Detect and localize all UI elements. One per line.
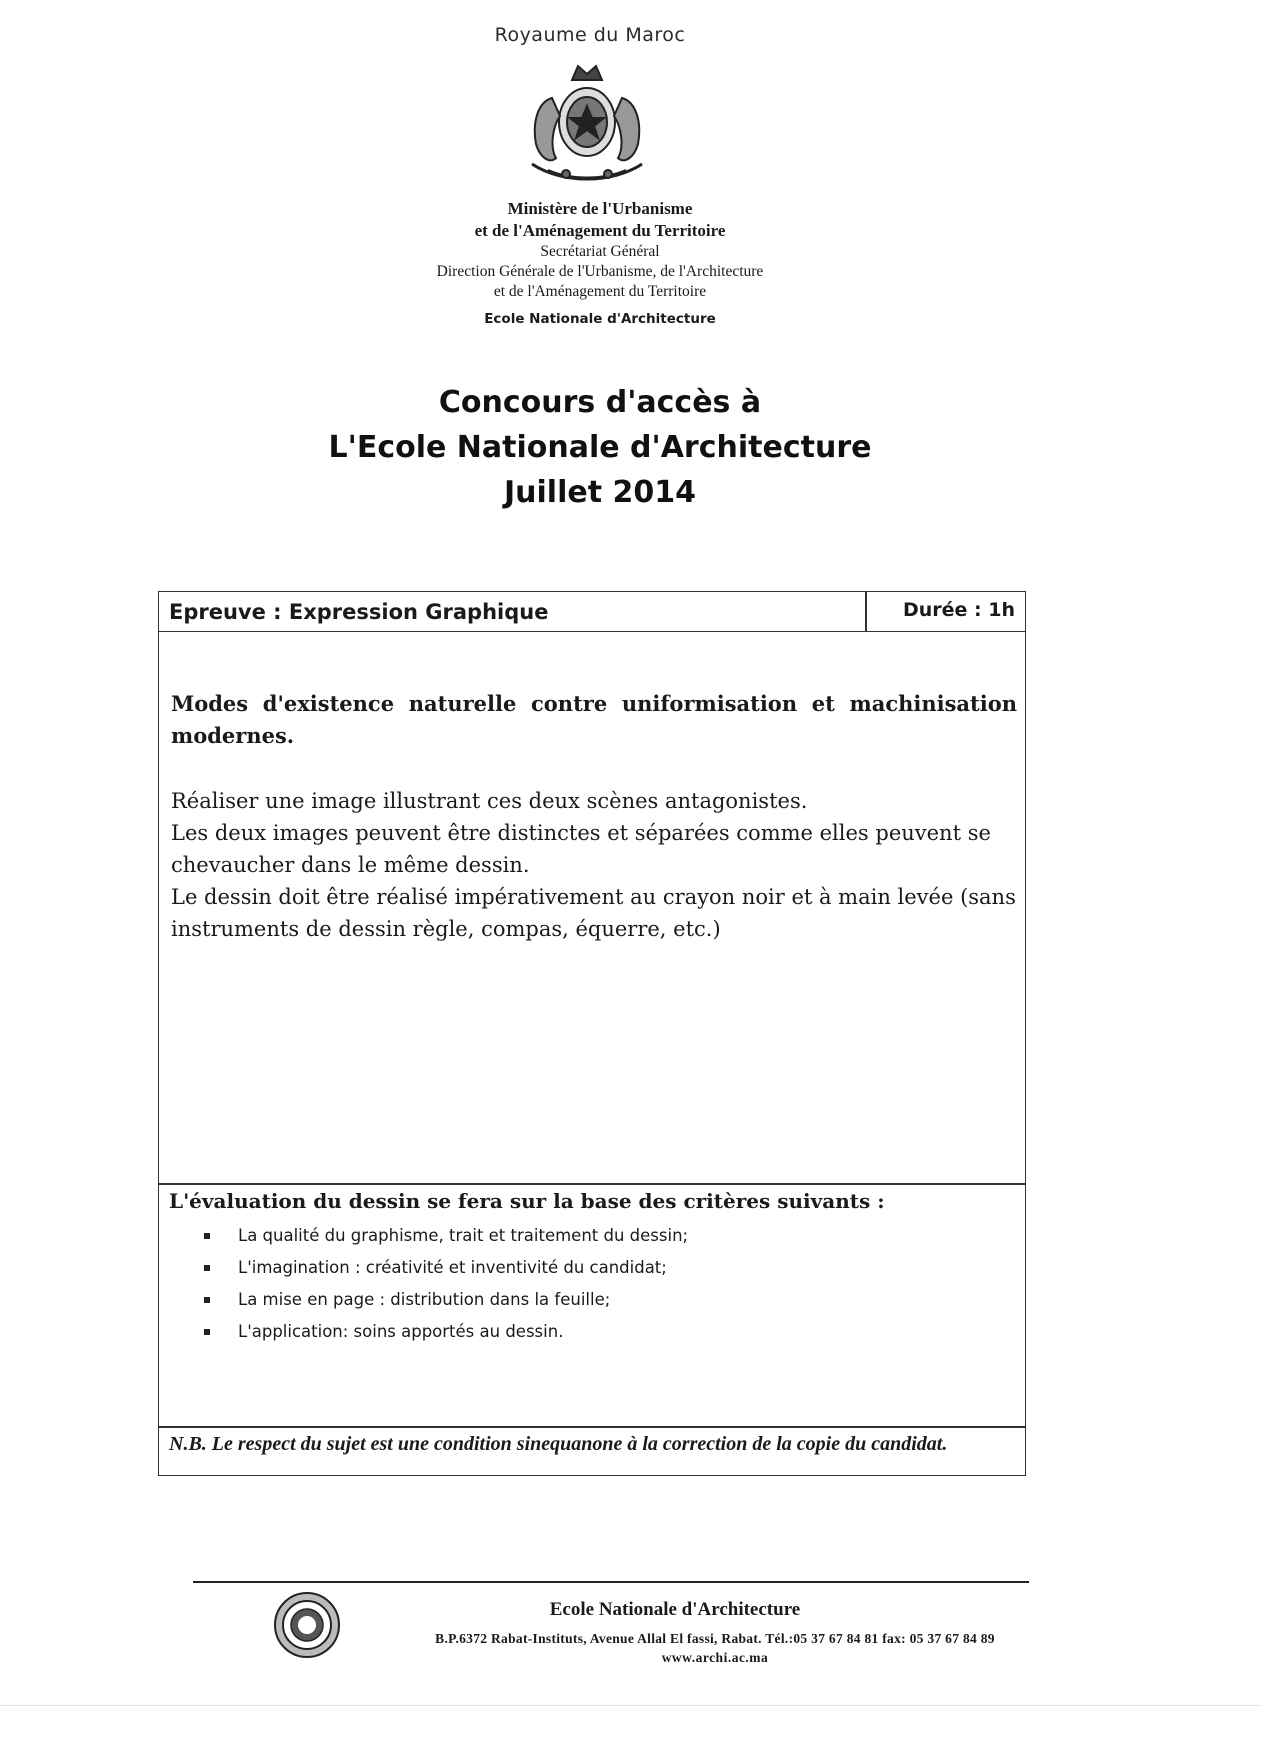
criteria-item [204, 1316, 688, 1348]
footer-address: B.P.6372 Rabat-Instituts, Avenue Allal El fassi, Rabat. Tél.:05 37 67 84 81 fax: 05 37 67 84 89 [435, 1631, 995, 1646]
exam-header-row [159, 592, 1025, 632]
instruction-line: Le dessin doit être réalisé impérativement au crayon noir et à main levée (sans instruments de dessin règle, compas, équerre, etc.) [171, 885, 1016, 941]
header-divider [865, 592, 867, 632]
duree-label: Durée : 1h [902, 599, 1015, 621]
secretariat-label: Secrétariat Général [540, 243, 660, 260]
criteria-item-text: L'imagination : créativité et inventivité du candidat; [238, 1258, 667, 1277]
direction-line1: Direction Générale de l'Urbanisme, de l'Architecture [436, 263, 764, 280]
criteria-item [204, 1252, 688, 1284]
criteria-list [204, 1220, 688, 1348]
criteria-item [204, 1284, 688, 1316]
bullet-icon [204, 1297, 210, 1303]
nb-note: N.B. Le respect du sujet est une condition sinequanone à la correction de la copie du candidat. [169, 1433, 948, 1455]
criteria-item-text: La qualité du graphisme, trait et traitement du dessin; [238, 1226, 689, 1245]
bullet-icon [204, 1265, 210, 1271]
footer-website: www.archi.ac.ma [661, 1650, 769, 1665]
ministry-line2: et de l'Aménagement du Territoire [474, 221, 726, 240]
epreuve-label: Epreuve : Expression Graphique [169, 600, 549, 624]
ministry-block [0, 198, 1200, 330]
exam-title [0, 380, 1200, 515]
kingdom-label: Royaume du Maroc [494, 24, 686, 46]
note-separator [159, 1426, 1025, 1428]
scan-edge-line [0, 1705, 1261, 1706]
instruction-line: Réaliser une image illustrant ces deux scènes antagonistes. [171, 789, 808, 813]
bullet-icon [204, 1329, 210, 1335]
title-line3: Juillet 2014 [504, 475, 696, 510]
school-label: Ecole Nationale d'Architecture [484, 311, 716, 327]
exam-instructions [171, 785, 1017, 945]
bullet-icon [204, 1233, 210, 1239]
criteria-separator [159, 1183, 1025, 1185]
direction-line2: et de l'Aménagement du Territoire [493, 283, 707, 300]
criteria-title: L'évaluation du dessin se fera sur la base des critères suivants : [169, 1189, 885, 1213]
footer-rule [193, 1581, 1029, 1583]
criteria-item [204, 1220, 688, 1252]
royal-emblem-icon [512, 58, 662, 190]
instruction-line: Les deux images peuvent être distinctes et séparées comme elles peuvent se chevaucher dans le même dessin. [171, 821, 991, 877]
footer-school-name: Ecole Nationale d'Architecture [549, 1599, 801, 1620]
exam-subject: Modes d'existence naturelle contre uniformisation et machinisation modernes. [171, 691, 1017, 748]
exam-box [158, 591, 1026, 1476]
criteria-item-text: L'application: soins apportés au dessin. [238, 1322, 564, 1341]
criteria-item-text: La mise en page : distribution dans la feuille; [238, 1290, 611, 1309]
title-line1: Concours d'accès à [438, 385, 762, 420]
ministry-line1: Ministère de l'Urbanisme [507, 199, 693, 218]
title-line2: L'Ecole Nationale d'Architecture [328, 430, 872, 465]
